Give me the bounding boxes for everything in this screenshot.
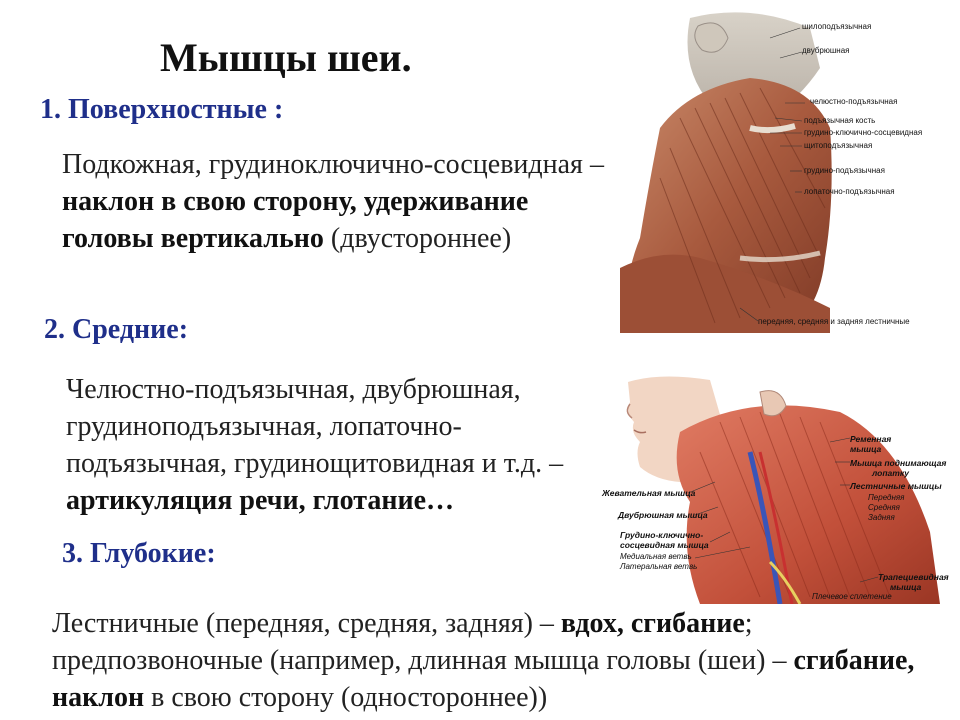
neck-anatomy-illustration bbox=[620, 8, 950, 333]
fig2-label: Передняя bbox=[868, 493, 905, 502]
emphasis-text: вдох, сгибание bbox=[560, 608, 745, 639]
fig1-label: грудино-подъязычная bbox=[804, 166, 885, 175]
body-text: Подкожная, грудиноключично-сосцевидная – bbox=[62, 149, 604, 180]
page-title: Мышцы шеи. bbox=[160, 35, 412, 80]
section-text-middle bbox=[66, 371, 596, 519]
section-text-deep bbox=[52, 605, 922, 716]
fig2-label: Жевательная мышца bbox=[602, 488, 696, 498]
body-text: (двустороннее) bbox=[323, 223, 512, 254]
body-text: Челюстно-подъязычная, двубрюшная, грудиноподъязычная, лопаточно-подъязычная, грудинощитовидная и т.д. – bbox=[66, 374, 564, 479]
fig1-label: шилоподъязычная bbox=[802, 22, 872, 31]
fig2-label: Лестничные мышцы bbox=[850, 481, 942, 491]
section-heading-deep: 3. Глубокие: bbox=[62, 538, 216, 569]
fig2-label: Средняя bbox=[868, 503, 900, 512]
emphasis-text: наклон в свою сторону, удерживание головы вертикально bbox=[62, 186, 529, 254]
fig1-label: щитоподъязычная bbox=[804, 141, 873, 150]
fig1-label: челюстно-подъязычная bbox=[810, 97, 898, 106]
fig2-label: Трапециевидная bbox=[878, 572, 949, 582]
fig2-label: Латеральная ветвь bbox=[620, 562, 698, 571]
fig1-label: лопаточно-подъязычная bbox=[804, 187, 895, 196]
fig2-label: мышца bbox=[850, 444, 882, 454]
figure-neck-muscles-lateral bbox=[620, 8, 950, 333]
emphasis-text: сгибание, наклон bbox=[52, 645, 915, 713]
body-text: Лестничные (передняя, средняя, задняя) – bbox=[52, 608, 561, 639]
section-heading-middle: 2. Средние: bbox=[44, 314, 189, 345]
figure-neck-muscles-front bbox=[600, 372, 956, 604]
fig2-label: мышца bbox=[890, 582, 922, 592]
fig2-label: лопатку bbox=[872, 468, 909, 478]
fig1-label: подъязычная кость bbox=[804, 116, 876, 125]
body-text: ; предпозвоночные (например, длинная мышца головы (шеи) – bbox=[52, 608, 794, 676]
fig2-label: Грудино-ключично- bbox=[620, 530, 704, 540]
fig2-label: Задняя bbox=[868, 513, 895, 522]
fig2-label: Плечевое сплетение bbox=[812, 592, 892, 601]
fig1-label: грудино-ключично-сосцевидная bbox=[804, 128, 923, 137]
fig1-label: двубрюшная bbox=[802, 46, 850, 55]
fig1-label: передняя, средняя и задняя лестничные bbox=[758, 317, 910, 326]
fig2-label: Мышца поднимающая bbox=[850, 458, 947, 468]
fig2-label: Медиальная ветвь bbox=[620, 552, 692, 561]
section-text-superficial bbox=[62, 146, 622, 257]
body-text: в свою сторону (одностороннее)) bbox=[144, 682, 548, 713]
emphasis-text: артикуляция речи, глотание… bbox=[66, 485, 455, 516]
section-heading-superficial: 1. Поверхностные : bbox=[40, 94, 284, 125]
fig2-label: Ременная bbox=[850, 434, 892, 444]
fig2-label: сосцевидная мышца bbox=[620, 540, 709, 550]
fig2-label: Двубрюшная мышца bbox=[618, 510, 708, 520]
